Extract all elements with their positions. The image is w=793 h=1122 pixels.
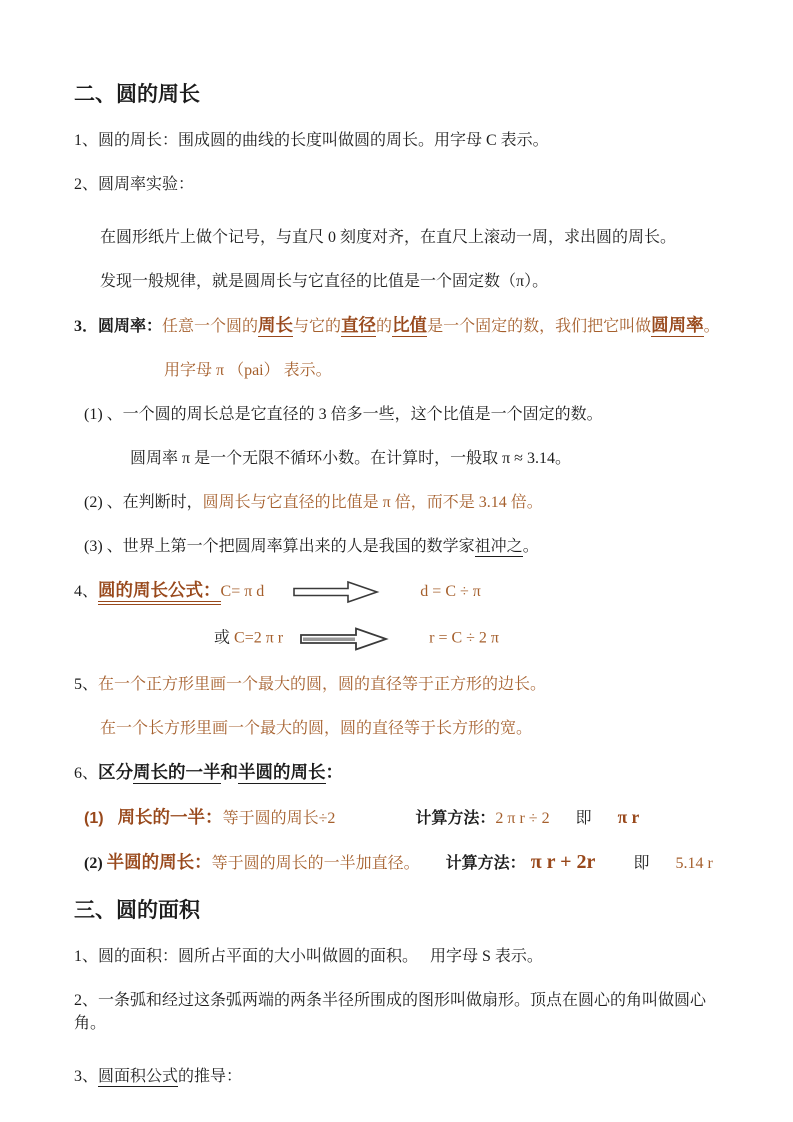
para-rectangle-inscribed-circle [74,717,737,740]
text-run: 或 [214,630,235,647]
text-run: 的 [376,318,393,335]
para-formula-c-2pir [74,626,737,652]
para-sector-definition [74,989,737,1035]
para-pi-experiment-step [74,226,737,249]
right-arrow-icon [292,579,380,605]
para-pi-point-3 [74,535,737,558]
para-formula-c-pid [74,579,737,605]
text-run: 发现一般规律，就是圆周长与它直径的比值是一个固定数（π）。 [100,273,549,290]
text-run: 圆周长与它直径的比值是 π 倍，而不是 3.14 倍。 [202,494,543,511]
para-distinguish-heading [74,761,737,785]
text-run: 周长的一半： [117,807,223,828]
text-run: 等于圆的周长÷2 [222,810,336,828]
text-run: 二、圆的周长 [74,83,200,106]
right-arrow-icon [299,626,389,652]
text-run: 。 [522,538,539,555]
text-run: 在一个长方形里画一个最大的圆，圆的直径等于长方形的宽。 [100,720,533,738]
section-heading-area [74,896,737,925]
text-run: 与它的 [293,318,342,335]
text-run: 和 [220,762,239,783]
text-run: 半圆的周长： [106,852,212,873]
section-heading-circumference [74,80,737,109]
text-run: 圆面积公式 [98,1068,179,1086]
text-run: 2、一条弧和经过这条弧两端的两条半径所围成的图形叫做扇形。顶点在圆心的角叫做圆心角。 [74,992,707,1033]
para-pi-point-2 [74,491,737,514]
para-circumference-definition [74,129,737,152]
text-run: (1) 、一个圆的周长总是它直径的 3 倍多一些，这个比值是一个固定的数。 [84,406,603,423]
text-run: 计算方法： [445,855,526,873]
text-run: 圆周率 [651,315,704,335]
text-run: 比值 [392,315,428,335]
text-run: 2、圆周率实验： [74,176,195,193]
para-semicircle-perimeter [74,851,737,875]
text-run: (2) 、在判断时， [84,494,203,511]
text-run: 任意一个圆的 [162,318,259,335]
text-run: 圆的周长公式： [98,580,221,605]
text-run: 在一个正方形里画一个最大的圆，圆的直径等于正方形的边长。 [98,676,547,694]
text-run: 区分 [98,762,134,783]
text-run: 4、 [74,583,99,600]
para-pi-point-1 [74,403,737,426]
para-half-circumference [74,806,737,830]
text-run: 5.14 r [675,855,713,873]
para-pi-definition [74,314,737,338]
text-run: 。 [703,318,720,335]
para-pi-experiment-finding [74,270,737,293]
text-run: 即 [633,855,650,873]
para-square-inscribed-circle [74,673,737,696]
text-run: (3) 、世界上第一个把圆周率算出来的人是我国的数学家 [84,538,475,555]
text-run: 1、圆的面积：圆所占平面的大小叫做圆的面积。 用字母 S 表示。 [74,948,543,966]
text-run: r = C ÷ 2 π [429,630,500,647]
para-area-formula-derivation [74,1065,737,1088]
text-run: 直径 [341,315,377,335]
text-run: 在圆形纸片上做个记号，与直尺 0 刻度对齐，在直尺上滚动一周，求出圆的周长。 [100,229,677,246]
para-pi-point-1-note [74,447,737,470]
text-run: π r + 2r [525,851,596,874]
text-run: 圆周率 π 是一个无限不循环小数。在计算时，一般取 π ≈ 3.14。 [130,450,571,467]
text-run: 6、 [74,765,99,783]
text-run: 3．圆周率： [74,318,163,335]
text-run: 2 π r ÷ 2 [495,810,550,828]
text-run: 3、 [74,1068,99,1086]
para-area-definition [74,945,737,968]
para-pi-letter [74,359,737,382]
text-run: (1) [84,810,104,828]
text-run: 的推导： [178,1068,243,1086]
para-pi-experiment [74,173,737,196]
text-run: (2) [84,855,107,873]
text-run: d = C ÷ π [420,583,481,600]
text-run: 即 [575,810,592,828]
text-run: 周长的一半 [133,762,221,783]
text-run: C=2 π r [234,630,284,647]
text-run: 祖冲之 [474,538,523,555]
text-run: 半圆的周长 [238,762,326,783]
text-run: 计算方法： [415,810,496,828]
text-run: 1、圆的周长：围成圆的曲线的长度叫做圆的周长。用字母 C 表示。 [74,132,549,149]
text-run: 三、圆的面积 [74,899,200,923]
text-run: ： [325,762,344,783]
text-run: 5、 [74,676,99,694]
text-run: 用字母 π （pai） 表示。 [164,362,332,379]
text-run: C= π d [220,583,265,600]
text-run: π r [617,807,640,828]
text-run: 周长 [258,315,294,335]
text-run: 等于圆的周长的一半加直径。 [211,855,420,873]
text-run: 是一个固定的数，我们把它叫做 [427,318,652,335]
